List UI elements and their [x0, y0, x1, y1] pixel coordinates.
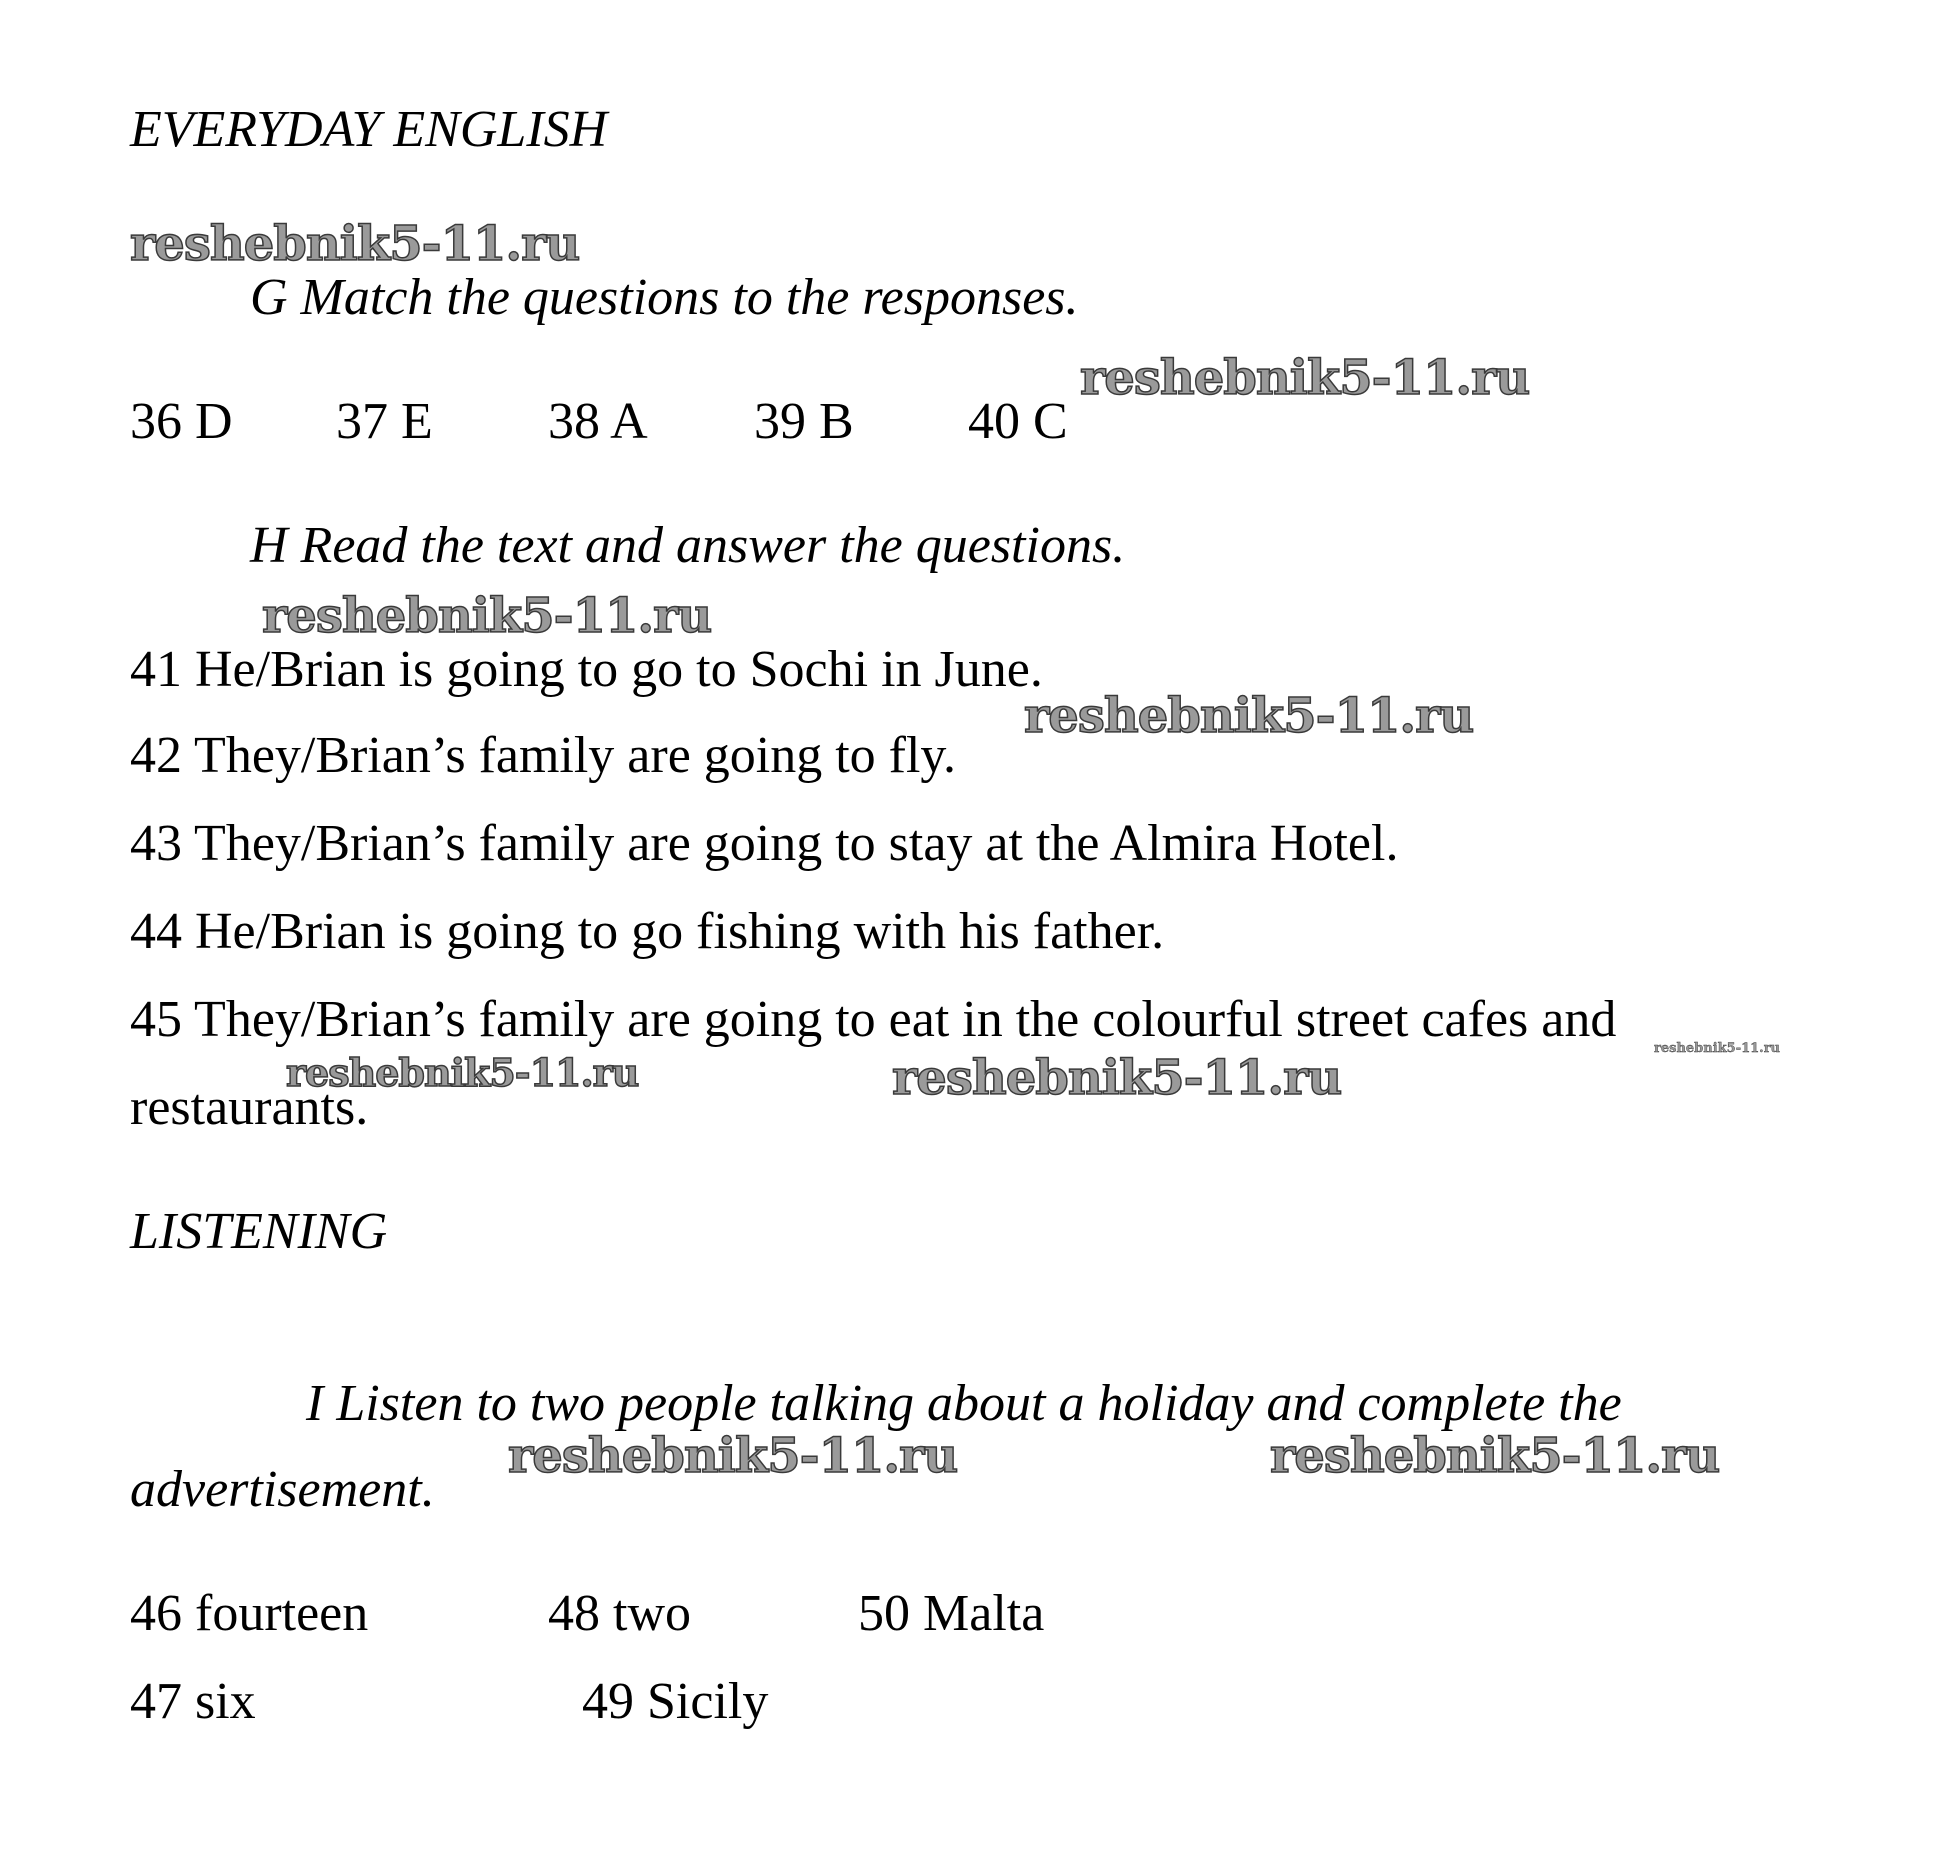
answer-44: 44 He/Brian is going to go fishing with his father. — [130, 903, 1165, 960]
answer-37: 37 E — [336, 393, 433, 450]
answer-50: 50 Malta — [858, 1585, 1045, 1642]
section-heading-listening: LISTENING — [130, 1203, 388, 1260]
watermark: reshebnik5-11.ru — [508, 1428, 958, 1484]
answer-38: 38 A — [548, 393, 648, 450]
answer-40: 40 C — [968, 393, 1068, 450]
task-i-instruction-line2: advertisement. — [130, 1461, 435, 1518]
answer-46: 46 fourteen — [130, 1585, 369, 1642]
watermark: reshebnik5-11.ru — [130, 216, 580, 272]
answer-45: 45 They/Brian’s family are going to eat in the colourful street cafes and — [130, 991, 1617, 1048]
watermark: reshebnik5-11.ru — [286, 1050, 639, 1095]
watermark: reshebnik5-11.ru — [892, 1050, 1342, 1106]
watermark: reshebnik5-11.ru — [1270, 1428, 1720, 1484]
watermark: reshebnik5-11.ru — [1024, 688, 1474, 744]
answer-42: 42 They/Brian’s family are going to fly. — [130, 727, 957, 784]
answer-45-continued: restaurants. — [130, 1079, 369, 1136]
task-h-instruction: H Read the text and answer the questions. — [250, 517, 1126, 574]
answer-41: 41 He/Brian is going to go to Sochi in June. — [130, 641, 1043, 698]
answer-49: 49 Sicily — [582, 1673, 769, 1730]
answer-39: 39 B — [754, 393, 854, 450]
task-i-instruction-line1: I Listen to two people talking about a holiday and complete the — [306, 1375, 1622, 1432]
task-g-instruction: G Match the questions to the responses. — [250, 269, 1079, 326]
answer-36: 36 D — [130, 393, 233, 450]
watermark: reshebnik5-11.ru — [1080, 350, 1530, 406]
section-heading-everyday-english: EVERYDAY ENGLISH — [130, 101, 608, 158]
watermark: reshebnik5-11.ru — [1654, 1041, 1781, 1056]
answer-48: 48 two — [548, 1585, 691, 1642]
answer-47: 47 six — [130, 1673, 256, 1730]
answer-43: 43 They/Brian’s family are going to stay at the Almira Hotel. — [130, 815, 1399, 872]
watermark: reshebnik5-11.ru — [262, 588, 712, 644]
